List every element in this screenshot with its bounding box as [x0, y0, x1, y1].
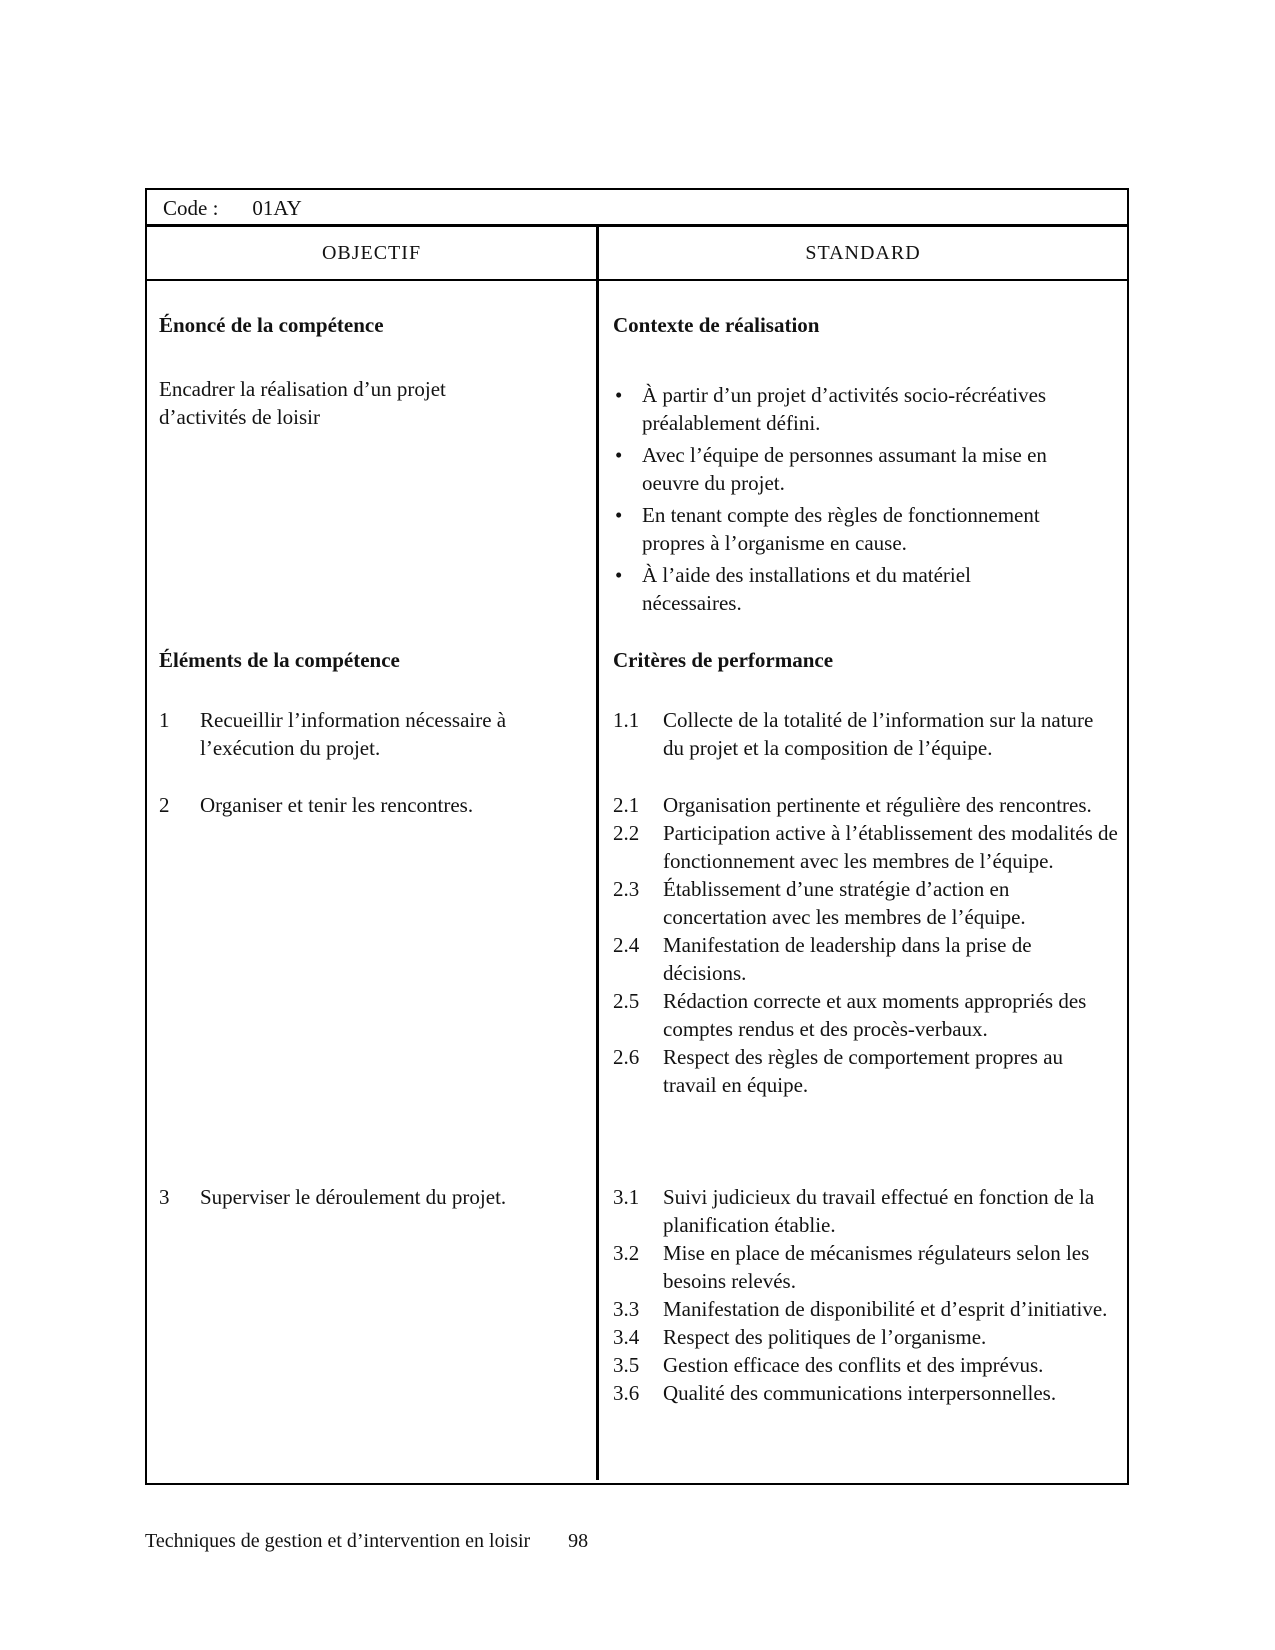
- criterion-number: 1.1: [613, 708, 640, 732]
- bullet-text: À l’aide des installations et du matériel nécessaires.: [642, 563, 971, 615]
- bullet-icon: •: [615, 443, 623, 467]
- criterion-number: 3.6: [613, 1381, 640, 1405]
- criterion-text: Participation active à l’établissement des modalités de fonctionnement avec les membres de l’équipe.: [663, 821, 1118, 873]
- criterion-item: [599, 987, 1124, 1043]
- table-body-row: [147, 281, 1127, 1480]
- standard-column: [599, 281, 1127, 1480]
- criterion-text: Rédaction correcte et aux moments appropriés des comptes rendus et des procès-verbaux.: [663, 989, 1087, 1041]
- footer-title: Techniques de gestion et d’intervention en loisir: [145, 1530, 531, 1552]
- element-number: 3: [159, 1185, 170, 1209]
- criterion-number: 2.5: [613, 989, 640, 1013]
- element-item: [159, 1183, 565, 1211]
- criterion-item: [599, 1183, 1124, 1239]
- table-header-row: [147, 227, 1127, 281]
- competency-table: [145, 188, 1129, 1485]
- page-footer: [145, 1528, 588, 1554]
- element-text: Recueillir l’information nécessaire à l’exécution du projet.: [200, 708, 507, 760]
- criteria-group-2: [599, 791, 1124, 1099]
- criterion-text: Manifestation de leadership dans la prise de décisions.: [663, 933, 1032, 985]
- page-number: 98: [568, 1530, 589, 1552]
- criterion-item: [599, 1239, 1124, 1295]
- list-item: [599, 441, 1124, 497]
- list-item: [599, 561, 1124, 617]
- criterion-item: [599, 1043, 1124, 1099]
- criterion-text: Manifestation de disponibilité et d’esprit d’initiative.: [663, 1297, 1108, 1321]
- list-item: [599, 381, 1124, 437]
- criterion-text: Mise en place de mécanismes régulateurs selon les besoins relevés.: [663, 1241, 1090, 1293]
- criterion-item: [599, 819, 1124, 875]
- criterion-number: 2.1: [613, 793, 640, 817]
- bullet-text: En tenant compte des règles de fonctionnement propres à l’organisme en cause.: [642, 503, 1040, 555]
- criterion-number: 3.5: [613, 1353, 640, 1377]
- context-bullet-list: [599, 381, 1124, 621]
- criteria-group-3: [599, 1183, 1124, 1407]
- criterion-item: [599, 1379, 1124, 1407]
- criterion-text: Collecte de la totalité de l’information sur la nature du projet et la composition de l’équipe.: [663, 708, 1094, 760]
- bullet-text: À partir d’un projet d’activités socio-récréatives préalablement défini.: [642, 383, 1047, 435]
- element-item: [159, 791, 565, 819]
- elements-heading: Éléments de la compétence: [159, 648, 400, 672]
- code-value: 01AY: [252, 196, 302, 220]
- criterion-number: 2.2: [613, 821, 640, 845]
- criterion-item: [599, 1351, 1124, 1379]
- code-row: [147, 190, 1127, 227]
- criterion-number: 3.3: [613, 1297, 640, 1321]
- element-item: [159, 706, 565, 762]
- bullet-icon: •: [615, 563, 623, 587]
- criterion-item: [599, 931, 1124, 987]
- element-text: Organiser et tenir les rencontres.: [200, 793, 474, 817]
- bullet-text: Avec l’équipe de personnes assumant la mise en oeuvre du projet.: [642, 443, 1047, 495]
- criterion-text: Qualité des communications interpersonnelles.: [663, 1381, 1057, 1405]
- element-number: 2: [159, 793, 170, 817]
- criterion-text: Organisation pertinente et régulière des rencontres.: [663, 793, 1092, 817]
- criterion-number: 3.1: [613, 1185, 640, 1209]
- criterion-item: [599, 791, 1124, 819]
- criterion-item: [599, 1295, 1124, 1323]
- standard-column-header: STANDARD: [805, 242, 921, 264]
- criterion-number: 2.6: [613, 1045, 640, 1069]
- criterion-number: 2.4: [613, 933, 640, 957]
- element-number: 1: [159, 708, 170, 732]
- criteria-group-1: [599, 706, 1124, 762]
- objectif-column: [147, 281, 599, 1480]
- criterion-text: Établissement d’une stratégie d’action en concertation avec les membres de l’équipe.: [663, 877, 1026, 929]
- competency-statement: Encadrer la réalisation d’un projet d’activités de loisir: [159, 377, 446, 429]
- code-label: Code :: [163, 196, 219, 220]
- criterion-text: Gestion efficace des conflits et des imprévus.: [663, 1353, 1044, 1377]
- criterion-number: 2.3: [613, 877, 640, 901]
- statement-heading: Énoncé de la compétence: [159, 313, 384, 337]
- criterion-text: Respect des politiques de l’organisme.: [663, 1325, 987, 1349]
- criterion-item: [599, 875, 1124, 931]
- criteria-heading: Critères de performance: [613, 648, 834, 672]
- criterion-number: 3.2: [613, 1241, 640, 1265]
- criterion-text: Suivi judicieux du travail effectué en fonction de la planification établie.: [663, 1185, 1095, 1237]
- list-item: [599, 501, 1124, 557]
- objectif-column-header: OBJECTIF: [147, 227, 599, 279]
- bullet-icon: •: [615, 383, 623, 407]
- criterion-text: Respect des règles de comportement propres au travail en équipe.: [663, 1045, 1064, 1097]
- element-text: Superviser le déroulement du projet.: [200, 1185, 507, 1209]
- criterion-item: [599, 1323, 1124, 1351]
- bullet-icon: •: [615, 503, 623, 527]
- criterion-item: [599, 706, 1124, 762]
- criterion-number: 3.4: [613, 1325, 640, 1349]
- context-heading: Contexte de réalisation: [613, 313, 820, 337]
